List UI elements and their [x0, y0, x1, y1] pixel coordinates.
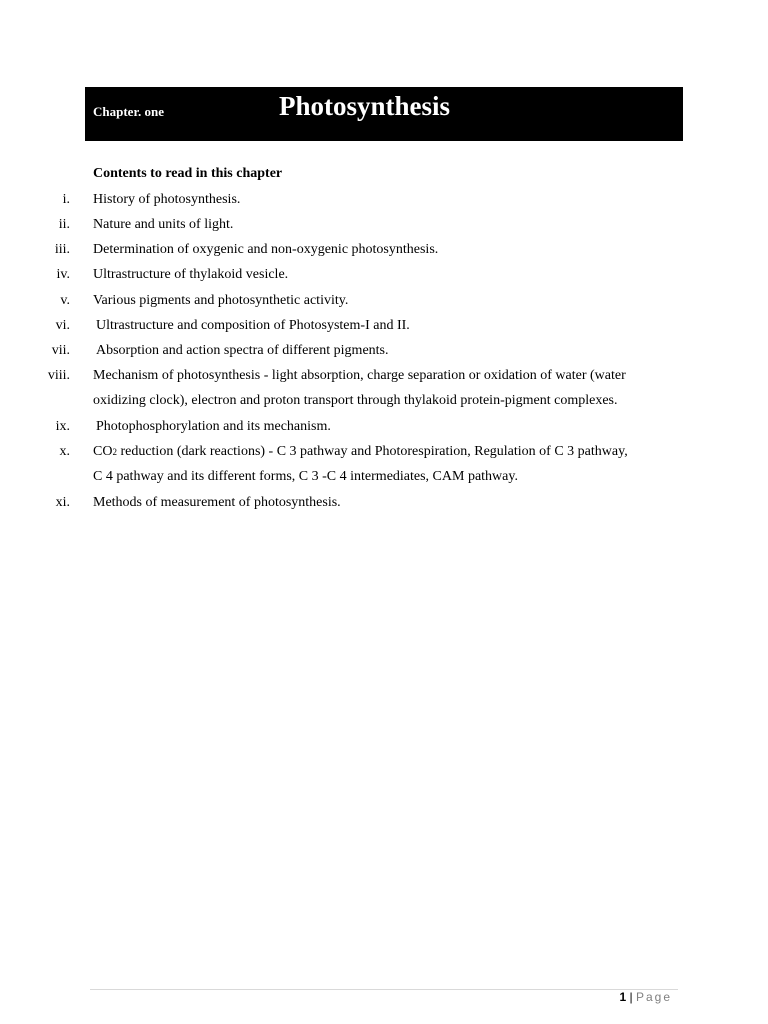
contents-item-number: xi.	[55, 495, 70, 510]
contents-item-number: vi.	[55, 318, 70, 333]
contents-item-text: History of photosynthesis.	[93, 192, 241, 207]
chapter-title: Photosynthesis	[279, 91, 451, 121]
contents-item-7	[0, 341, 768, 361]
contents-heading: Contents to read in this chapter	[93, 166, 283, 181]
contents-item-text: Various pigments and photosynthetic activity.	[93, 293, 349, 308]
contents-item-2	[0, 215, 768, 235]
contents-item-10	[0, 442, 768, 484]
contents-item-text: Nature and units of light.	[93, 217, 234, 232]
contents-item-text: Mechanism of photosynthesis - light absorption, charge separation or oxidation of water (water	[93, 368, 626, 383]
contents-item-text: Determination of oxygenic and non-oxygenic photosynthesis.	[93, 242, 439, 257]
contents-item-number: iv.	[56, 267, 70, 282]
contents-item-8	[0, 366, 768, 408]
contents-item-3	[0, 240, 768, 260]
contents-item-text	[93, 442, 628, 462]
contents-item-4	[0, 265, 768, 285]
co2-subscript: 2	[112, 447, 117, 457]
co2-formula: CO	[93, 444, 113, 459]
footer-divider	[90, 989, 678, 990]
contents-item-number: ii.	[58, 217, 70, 232]
contents-item-number: vii.	[51, 343, 70, 358]
contents-item-1	[0, 190, 768, 210]
contents-item-11	[0, 493, 768, 513]
page-separator: |	[626, 990, 636, 1004]
contents-item-text: Photophosphorylation and its mechanism.	[96, 419, 331, 434]
contents-item-text: Ultrastructure of thylakoid vesicle.	[93, 267, 289, 282]
contents-item-text: Ultrastructure and composition of Photosystem-I and II.	[96, 318, 410, 333]
page-footer	[619, 990, 672, 1004]
contents-item-number: x.	[59, 444, 70, 459]
contents-item-text-continued: C 4 pathway and its different forms, C 3 -C 4 intermediates, CAM pathway.	[93, 469, 518, 484]
page-number: 1	[619, 990, 627, 1004]
contents-item-6	[0, 316, 768, 336]
contents-item-text-continued: oxidizing clock), electron and proton transport through thylakoid protein-pigment complexes.	[93, 393, 618, 408]
contents-item-5	[0, 291, 768, 311]
contents-item-9	[0, 417, 768, 437]
contents-item-number: iii.	[54, 242, 70, 257]
contents-item-number: viii.	[47, 368, 70, 383]
contents-item-text: Absorption and action spectra of different pigments.	[96, 343, 389, 358]
chapter-header-bar	[85, 87, 683, 141]
contents-item-text: Methods of measurement of photosynthesis.	[93, 495, 341, 510]
contents-item-text-rest: reduction (dark reactions) - C 3 pathway and Photorespiration, Regulation of C 3 pathway,	[116, 444, 628, 459]
chapter-label: Chapter. one	[93, 104, 165, 119]
contents-item-number: i.	[62, 192, 70, 207]
contents-item-number: ix.	[55, 419, 70, 434]
contents-item-number: v.	[60, 293, 70, 308]
page-word: Page	[635, 990, 672, 1004]
